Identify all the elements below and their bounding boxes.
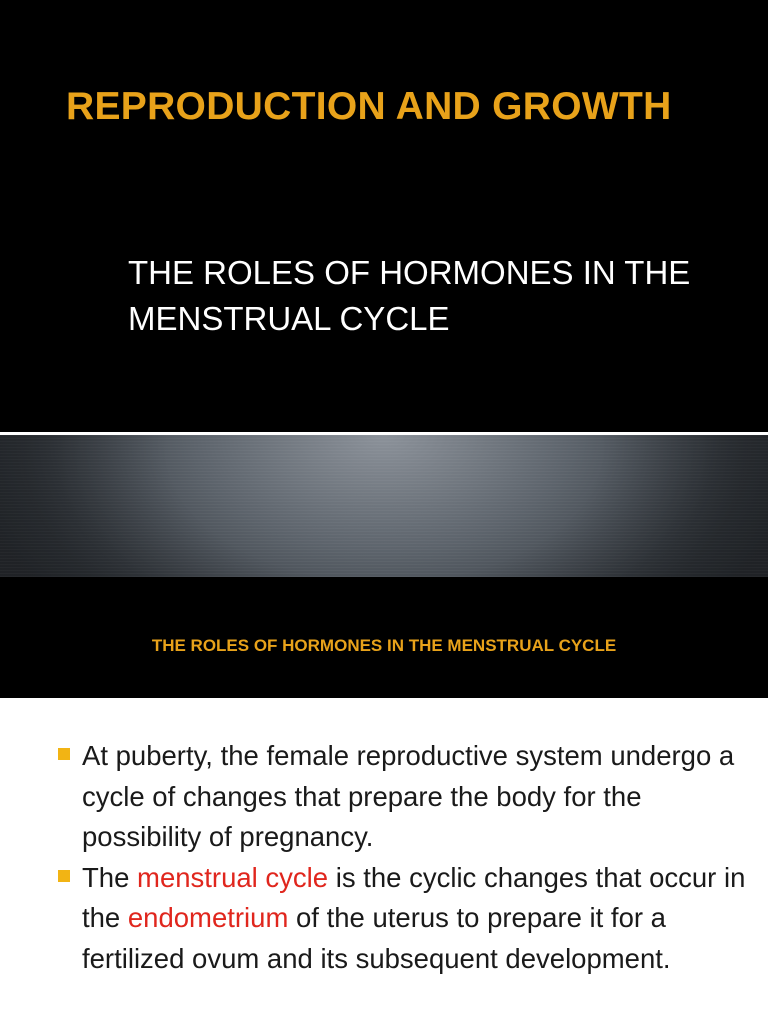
square-bullet-icon bbox=[58, 870, 70, 882]
square-bullet-icon bbox=[58, 748, 70, 760]
term-endometrium: endometrium bbox=[127, 902, 289, 933]
bullet-text-segment: is the cyclic changes that occur in the bbox=[82, 861, 746, 933]
content-slide bbox=[0, 700, 768, 1024]
section-heading: THE ROLES OF HORMONES IN THE MENSTRUAL CYCLE bbox=[151, 636, 617, 655]
term-menstrual-cycle: menstrual cycle bbox=[137, 861, 329, 893]
bullet-item bbox=[58, 858, 748, 980]
slide-title: REPRODUCTION AND GROWTH bbox=[66, 85, 672, 128]
decorative-gradient-band bbox=[0, 435, 768, 577]
bullet-text: At puberty, the female reproductive system undergo a cycle of changes that prepare the body for the possibility of pregnancy. bbox=[82, 740, 735, 852]
title-slide bbox=[0, 0, 768, 432]
bullet-item bbox=[58, 736, 748, 858]
bullet-text-segment: of the uterus to prepare it for a fertilized ovum and its subsequent development. bbox=[82, 902, 671, 974]
bullet-list bbox=[58, 736, 748, 979]
slide-subtitle: THE ROLES OF HORMONES IN THE MENSTRUAL CYCLE bbox=[128, 254, 691, 337]
bullet-text-segment: The bbox=[82, 861, 138, 893]
section-header-slide bbox=[0, 435, 768, 698]
